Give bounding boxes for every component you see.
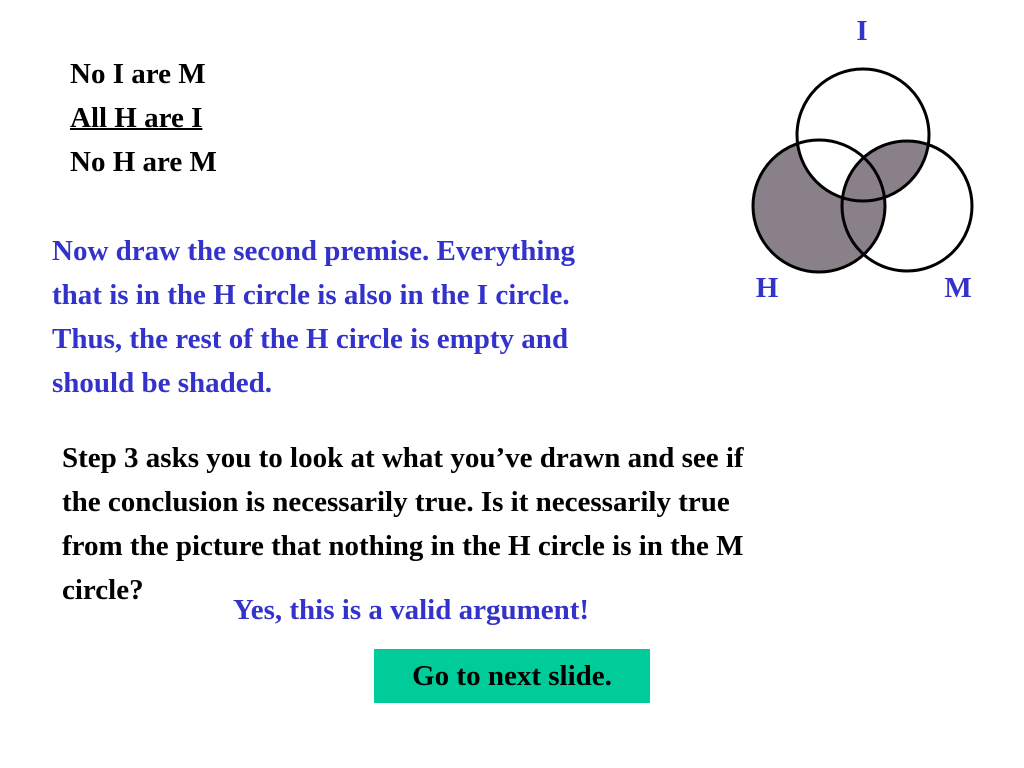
conclusion: No H are M xyxy=(70,146,217,178)
label-m: M xyxy=(944,272,972,304)
step3-line: from the picture that nothing in the H circle is in the M xyxy=(62,530,744,562)
premise-second: All H are I xyxy=(70,102,203,134)
next-slide-button[interactable]: Go to next slide. xyxy=(374,649,650,703)
step3-line: circle? xyxy=(62,574,144,606)
label-h: H xyxy=(755,272,779,304)
label-i: I xyxy=(856,15,868,47)
instruction-line: should be shaded. xyxy=(52,367,273,399)
step3-line: Step 3 asks you to look at what you’ve drawn and see if xyxy=(62,442,744,474)
instruction-line: that is in the H circle is also in the I circle. xyxy=(52,279,570,311)
premise-first: No I are M xyxy=(70,58,206,90)
step3-question xyxy=(62,436,962,612)
venn-diagram xyxy=(740,0,1024,320)
premises-block xyxy=(70,52,217,184)
instruction-text xyxy=(52,229,742,405)
instruction-line: Thus, the rest of the H circle is empty and xyxy=(52,323,569,355)
step3-line: the conclusion is necessarily true. Is it necessarily true xyxy=(62,486,730,518)
instruction-line: Now draw the second premise. Everything xyxy=(52,235,576,267)
answer-text: Yes, this is a valid argument! xyxy=(233,594,590,626)
